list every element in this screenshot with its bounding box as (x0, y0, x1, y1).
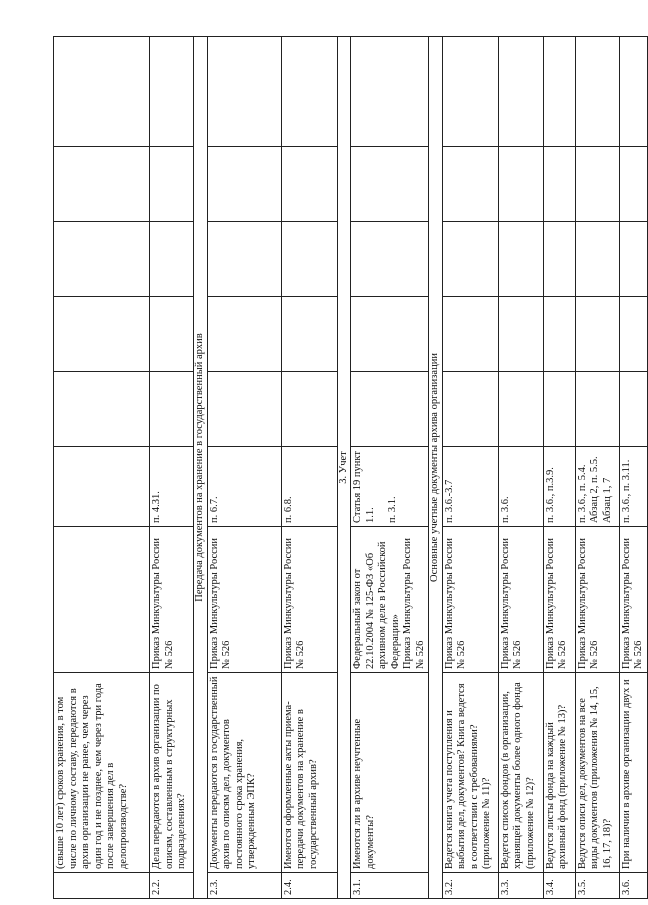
empty-cell (150, 37, 194, 147)
empty-cell (351, 37, 429, 147)
empty-cell (619, 297, 647, 372)
clause-cell: п. 6.8. (281, 447, 337, 527)
table-row (442, 37, 498, 899)
basis-cell: Приказ Минкультуры России № 526 (498, 527, 543, 673)
table-row (575, 37, 619, 899)
empty-cell (543, 147, 575, 222)
basis-cell: Приказ Минкультуры России № 526 (619, 527, 647, 673)
empty-cell (619, 37, 647, 147)
table-row (543, 37, 575, 899)
empty-cell (351, 147, 429, 222)
empty-cell (54, 297, 150, 372)
row-number: 2.2. (150, 873, 194, 899)
row-number (54, 873, 150, 899)
section-header-transfer: Передача документов на хранение в государственный архив (194, 37, 208, 899)
empty-cell (54, 147, 150, 222)
section-header-row (337, 37, 351, 899)
empty-cell (619, 222, 647, 297)
basis-cell: Приказ Минкультуры России № 526 (575, 527, 619, 673)
empty-cell (281, 37, 337, 147)
empty-cell (281, 222, 337, 297)
question-cell: Ведется книга учета поступления и выбытия дел, документов? Книга ведется в соответствии с требованиями? (приложение № 11)? (442, 673, 498, 873)
empty-cell (150, 297, 194, 372)
empty-cell (442, 37, 498, 147)
empty-cell (543, 37, 575, 147)
question-cell: При наличии в архиве организации двух и (619, 673, 647, 873)
clause-cell (54, 447, 150, 527)
clause-cell: п. 3.6.-3.7 (442, 447, 498, 527)
empty-cell (150, 147, 194, 222)
empty-cell (575, 147, 619, 222)
row-number: 3.4. (543, 873, 575, 899)
empty-cell (54, 222, 150, 297)
empty-cell (575, 372, 619, 447)
empty-cell (207, 222, 281, 297)
clause-cell: п. 3.6. (498, 447, 543, 527)
row-number: 3.5. (575, 873, 619, 899)
basis-cell: Приказ Минкультуры России № 526 (543, 527, 575, 673)
empty-cell (281, 372, 337, 447)
empty-cell (442, 372, 498, 447)
table-row (54, 37, 150, 899)
empty-cell (207, 372, 281, 447)
empty-cell (281, 147, 337, 222)
basis-cell: Приказ Минкультуры России № 526 (442, 527, 498, 673)
empty-cell (442, 147, 498, 222)
question-cell: Ведется список фондов (в организации, хранящей документы более одного фонда (приложение № 12)? (498, 673, 543, 873)
clause-cell: п. 3.6., п. 3.11. (619, 447, 647, 527)
basis-cell (351, 527, 429, 673)
empty-cell (150, 372, 194, 447)
basis-cell (54, 527, 150, 673)
empty-cell (543, 222, 575, 297)
empty-cell (207, 37, 281, 147)
clause-cell (351, 447, 429, 527)
clause-line: п. 3.6., п. 5.4. (576, 464, 588, 523)
row-number: 3.6. (619, 873, 647, 899)
clause-line: Абзац 1, 7 (601, 477, 613, 523)
clause-cell: п. 4.31. (150, 447, 194, 527)
empty-cell (442, 222, 498, 297)
empty-cell (575, 37, 619, 147)
basis-line: Приказ Минкультуры России № 526 (402, 537, 426, 669)
clause-cell (575, 447, 619, 527)
basis-line: Федеральный закон от 22.10.2004 № 125-ФЗ «Об архивном деле в Российской Федерации» (352, 541, 401, 669)
rotated-table-frame (53, 37, 644, 899)
question-cell: (свыше 10 лет) сроков хранения, в том числе по личному составу, передаются в архив организации не ранее, чем через один год и не позднее, чем через три года после завершения дел в делопроизводстве? (54, 673, 150, 873)
empty-cell (351, 222, 429, 297)
question-cell: Дела передаются в архив организации по описям, составленным в структурных подразделениях? (150, 673, 194, 873)
empty-cell (543, 297, 575, 372)
empty-cell (575, 222, 619, 297)
table-row (281, 37, 337, 899)
empty-cell (54, 372, 150, 447)
empty-cell (498, 372, 543, 447)
empty-cell (543, 372, 575, 447)
table-row (150, 37, 194, 899)
row-number: 2.3. (207, 873, 281, 899)
question-cell: Ведутся описи дел, документов на все виды документов (приложения № 14, 15, 16, 17, 18)? (575, 673, 619, 873)
table-row (207, 37, 281, 899)
empty-cell (442, 297, 498, 372)
empty-cell (498, 297, 543, 372)
question-cell: Ведутся листы фонда на каждый архивный фонд (приложение № 13)? (543, 673, 575, 873)
empty-cell (575, 297, 619, 372)
clause-line: Абзац 2, п. 5.5. (589, 456, 600, 523)
basis-cell: Приказ Минкультуры России № 526 (150, 527, 194, 673)
section-header-accounting: 3. Учет (337, 37, 351, 899)
empty-cell (281, 297, 337, 372)
table-row (619, 37, 647, 899)
row-number: 3.2. (442, 873, 498, 899)
section-header-basic-docs: Основные учетные документы архива организации (429, 37, 443, 899)
empty-cell (498, 222, 543, 297)
empty-cell (351, 372, 429, 447)
empty-cell (619, 372, 647, 447)
empty-cell (54, 37, 150, 147)
section-header-row (194, 37, 208, 899)
clause-cell: п. 3.6., п.3.9. (543, 447, 575, 527)
empty-cell (498, 37, 543, 147)
basis-cell: Приказ Минкультуры России № 526 (207, 527, 281, 673)
empty-cell (207, 147, 281, 222)
empty-cell (498, 147, 543, 222)
empty-cell (619, 147, 647, 222)
inspection-checklist-table (53, 36, 648, 899)
row-number: 2.4. (281, 873, 337, 899)
question-cell: Документы передаются в государственный архив по описям дел, документов постоянного срока хранения, утвержденным ЭПК? (207, 673, 281, 873)
clause-line: Статья 19 пункт 1.1. (352, 451, 376, 523)
clause-cell: п. 6.7. (207, 447, 281, 527)
basis-cell: Приказ Минкультуры России № 526 (281, 527, 337, 673)
table-row (351, 37, 429, 899)
empty-cell (150, 222, 194, 297)
question-cell: Имеются ли в архиве неучтенные документы? (351, 673, 429, 873)
empty-cell (351, 297, 429, 372)
row-number: 3.1. (351, 873, 429, 899)
table-row (498, 37, 543, 899)
empty-cell (207, 297, 281, 372)
clause-line: п. 3.1. (387, 496, 398, 523)
row-number: 3.3. (498, 873, 543, 899)
section-header-row (429, 37, 443, 899)
question-cell: Имеются оформленные акты приема-передачи документов на хранение в государственный архив? (281, 673, 337, 873)
